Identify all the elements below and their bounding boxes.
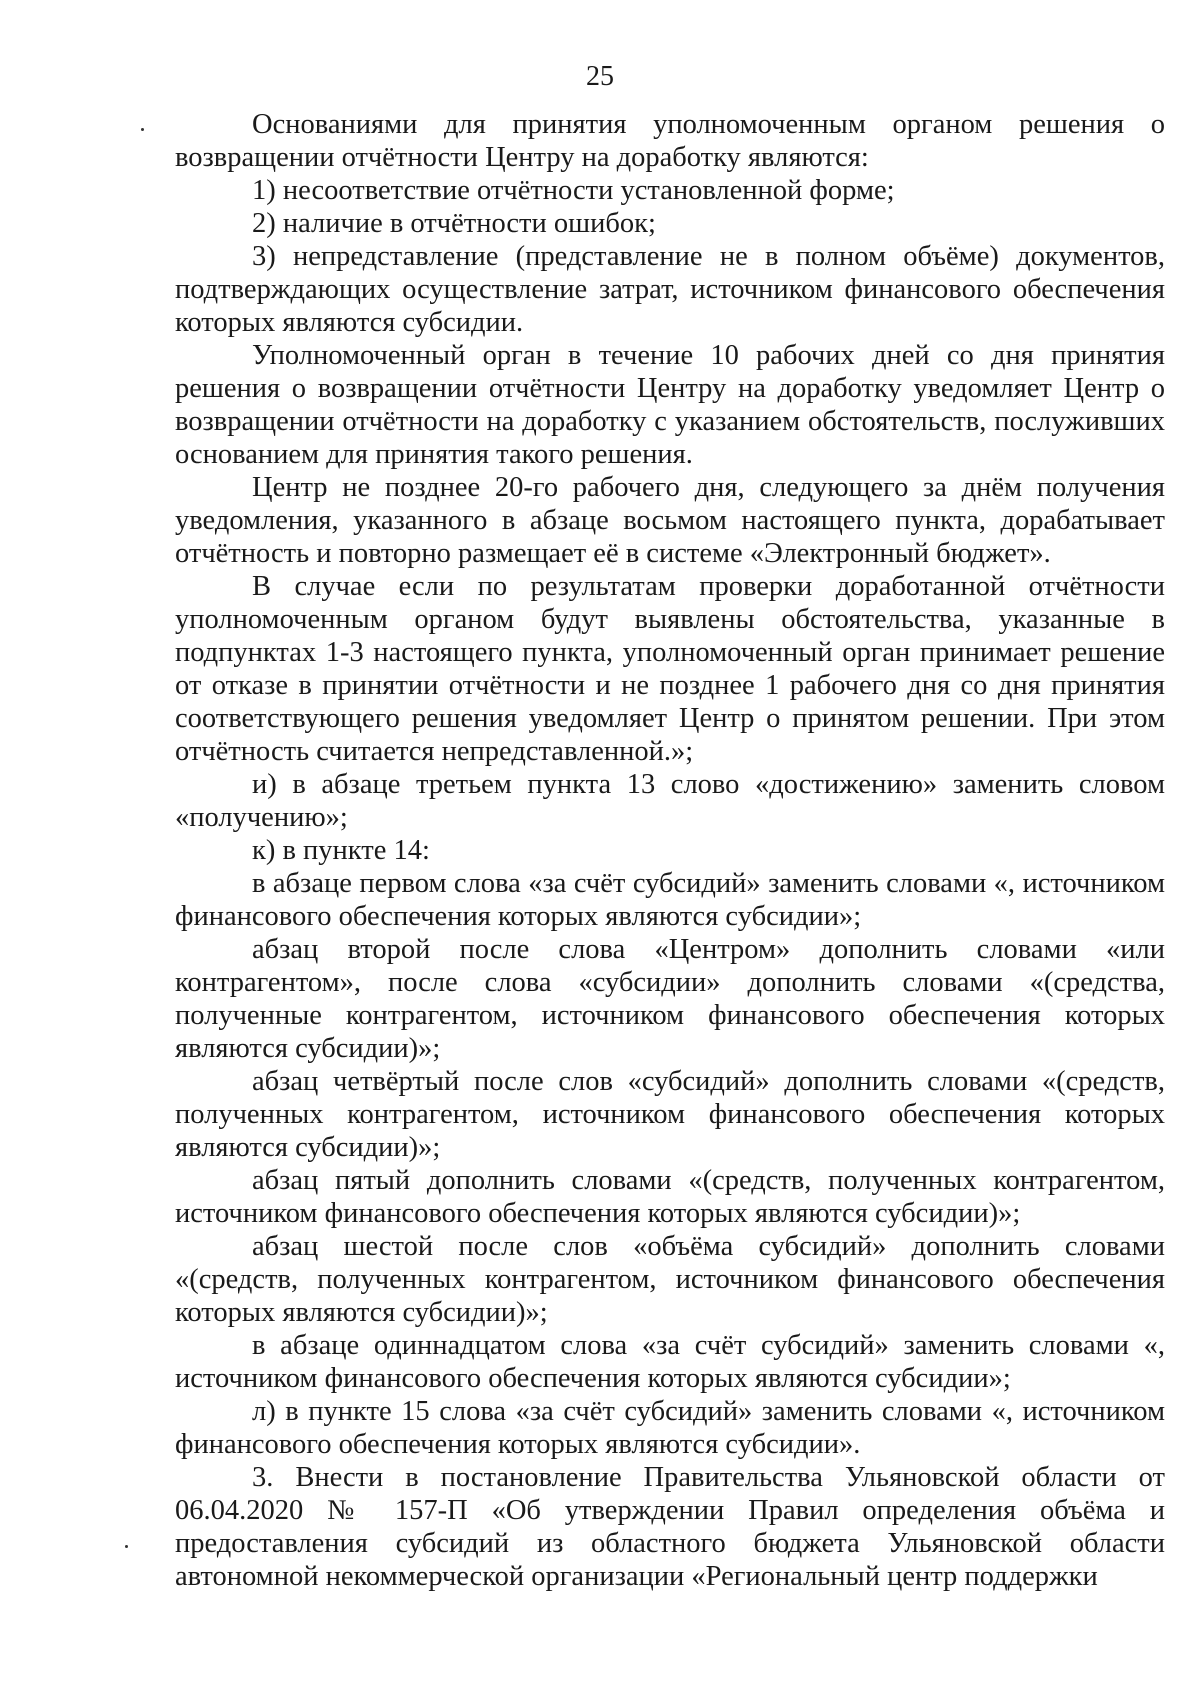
amendment-i: и) в абзаце третьем пункта 13 слово «достижению» заменить словом «получению»; (175, 769, 1165, 833)
amendment-k-para-11: в абзаце одиннадцатом слова «за счёт субсидий» заменить словами «, источником финансового обеспечения которых являются субсидии»; (175, 1330, 1165, 1394)
amendment-k-para-6: абзац шестой после слов «объёма субсидий» дополнить словами «(средств, полученных контрагентом, источником финансового обеспечения которых являются субсидии)»; (175, 1231, 1165, 1328)
amendment-k-para-5: абзац пятый дополнить словами «(средств, полученных контрагентом, источником финансового обеспечения которых являются субсидии)»; (175, 1165, 1165, 1229)
scan-mark (125, 1545, 128, 1548)
section-3: 3. Внести в постановление Правительства Ульяновской области от 06.04.2020 № 157-П «Об утверждении Правил определения объёма и предоставления субсидий из областного бюджета Ульяновской области автономной некоммерческой организации «Региональный центр поддержки (175, 1462, 1165, 1592)
list-item-1: 1) несоответствие отчётности установленной форме; (252, 175, 895, 206)
paragraph-grounds-for-return: Основаниями для принятия уполномоченным органом решения о возвращении отчётности Центру на доработку являются: (175, 109, 1165, 173)
amendment-k-para-1: в абзаце первом слова «за счёт субсидий» заменить словами «, источником финансового обеспечения которых являются субсидии»; (175, 868, 1165, 932)
list-item-2: 2) наличие в отчётности ошибок; (252, 208, 656, 239)
paragraph-rework-deadline: Центр не позднее 20-го рабочего дня, следующего за днём получения уведомления, указанного в абзаце восьмом настоящего пункта, дорабатывает отчётность и повторно размещает её в системе «Электронный бюджет». (175, 472, 1165, 569)
amendment-k: к) в пункте 14: (252, 835, 430, 866)
amendment-k-para-4: абзац четвёртый после слов «субсидий» дополнить словами «(средств, полученных контрагентом, источником финансового обеспечения которых являются субсидии)»; (175, 1066, 1165, 1163)
amendment-k-para-2: абзац второй после слова «Центром» дополнить словами «или контрагентом», после слова «субсидии» дополнить словами «(средства, полученные контрагентом, источником финансового обеспечения которых являются субсидии)»; (175, 934, 1165, 1064)
paragraph-refusal: В случае если по результатам проверки доработанной отчётности уполномоченным органом будут выявлены обстоятельства, указанные в подпунктах 1-3 настоящего пункта, уполномоченный орган принимает решение от отказе в принятии отчётности и не позднее 1 рабочего дня со дня принятия соответствующего решения уведомляет Центр о принятом решении. При этом отчётность считается непредставленной.»; (175, 571, 1165, 767)
scan-mark (141, 128, 144, 131)
paragraph-notification: Уполномоченный орган в течение 10 рабочих дней со дня принятия решения о возвращении отчётности Центру на доработку уведомляет Центр о возвращении отчётности на доработку с указанием обстоятельств, послуживших основанием для принятия такого решения. (175, 340, 1165, 470)
document-body (175, 108, 1165, 1593)
page-number: 25 (586, 61, 614, 92)
list-item-3: 3) непредставление (представление не в полном объёме) документов, подтверждающих осуществление затрат, источником финансового обеспечения которых являются субсидии. (175, 241, 1165, 338)
amendment-l: л) в пункте 15 слова «за счёт субсидий» заменить словами «, источником финансового обеспечения которых являются субсидии». (175, 1396, 1165, 1460)
